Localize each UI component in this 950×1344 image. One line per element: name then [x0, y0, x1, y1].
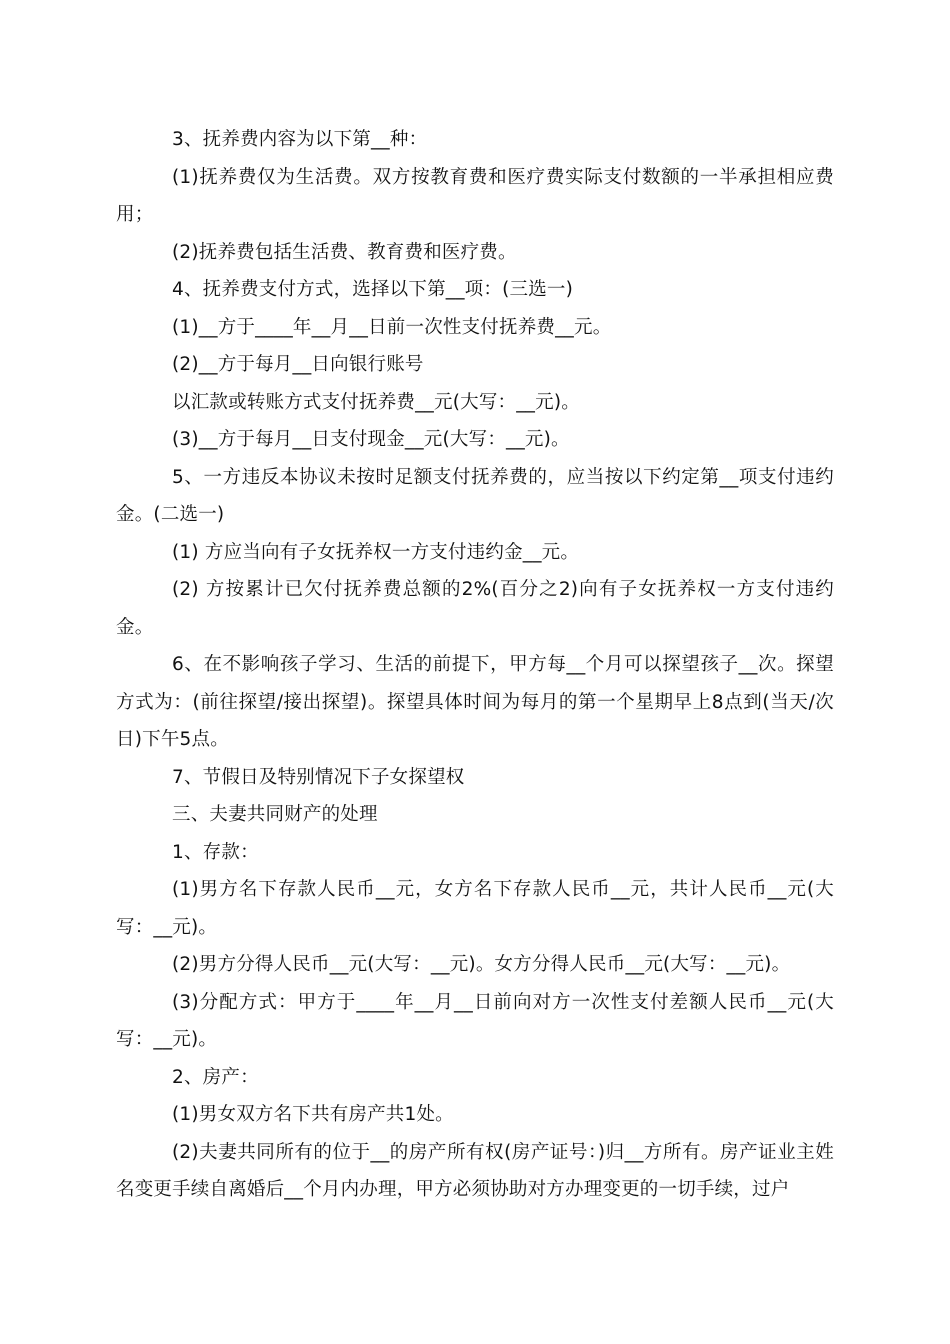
paragraph: (3)分配方式：甲方于____年__月__日前向对方一次性支付差额人民币__元(大写：__元)。 — [116, 991, 834, 1050]
paragraph: 6、在不影响孩子学习、生活的前提下，甲方每__个月可以探望孩子__次。探望方式为：(前往探望/接出探望)。探望具体时间为每月的第一个星期早上8点到(当天/次日)下午5点。 — [116, 654, 834, 750]
document-body — [116, 121, 834, 1209]
paragraph: (2) 方按累计已欠付抚养费总额的2%(百分之2)向有子女抚养权一方支付违约金。 — [116, 579, 834, 638]
paragraph: 以汇款或转账方式支付抚养费__元(大写：__元)。 — [172, 391, 580, 413]
paragraph: 4、抚养费支付方式，选择以下第__项：(三选一) — [172, 279, 574, 300]
paragraph: (2)男方分得人民币__元(大写：__元)。女方分得人民币__元(大写：__元)。 — [172, 954, 791, 975]
paragraph: 5、一方违反本协议未按时足额支付抚养费的，应当按以下约定第__项支付违约金。(二选一) — [116, 466, 834, 525]
paragraph: 7、节假日及特别情况下子女探望权 — [172, 766, 465, 788]
paragraph: 2、房产： — [172, 1066, 259, 1088]
paragraph: (3)__方于每月__日支付现金__元(大写：__元)。 — [172, 429, 570, 450]
paragraph: (1)抚养费仅为生活费。双方按教育费和医疗费实际支付数额的一半承担相应费用； — [116, 166, 834, 225]
paragraph: (2)__方于每月__日向银行账号 — [172, 354, 424, 375]
paragraph: (1)__方于____年__月__日前一次性支付抚养费__元。 — [172, 316, 612, 338]
paragraph: (1) 方应当向有子女抚养权一方支付违约金__元。 — [172, 541, 580, 563]
paragraph: 1、存款： — [172, 841, 259, 863]
paragraph: (1)男女双方名下共有房产共1处。 — [172, 1104, 454, 1125]
paragraph: (2)抚养费包括生活费、教育费和医疗费。 — [172, 241, 517, 263]
paragraph: 3、抚养费内容为以下第__种： — [172, 129, 428, 150]
section-heading: 三、夫妻共同财产的处理 — [172, 804, 378, 825]
paragraph: (1)男方名下存款人民币__元，女方名下存款人民币__元，共计人民币__元(大写：__元)。 — [116, 879, 834, 938]
paragraph: (2)夫妻共同所有的位于__的房产所有权(房产证号：)归__方所有。房产证业主姓名变更手续自离婚后__个月内办理，甲方必须协助对方办理变更的一切手续，过户 — [116, 1141, 834, 1200]
